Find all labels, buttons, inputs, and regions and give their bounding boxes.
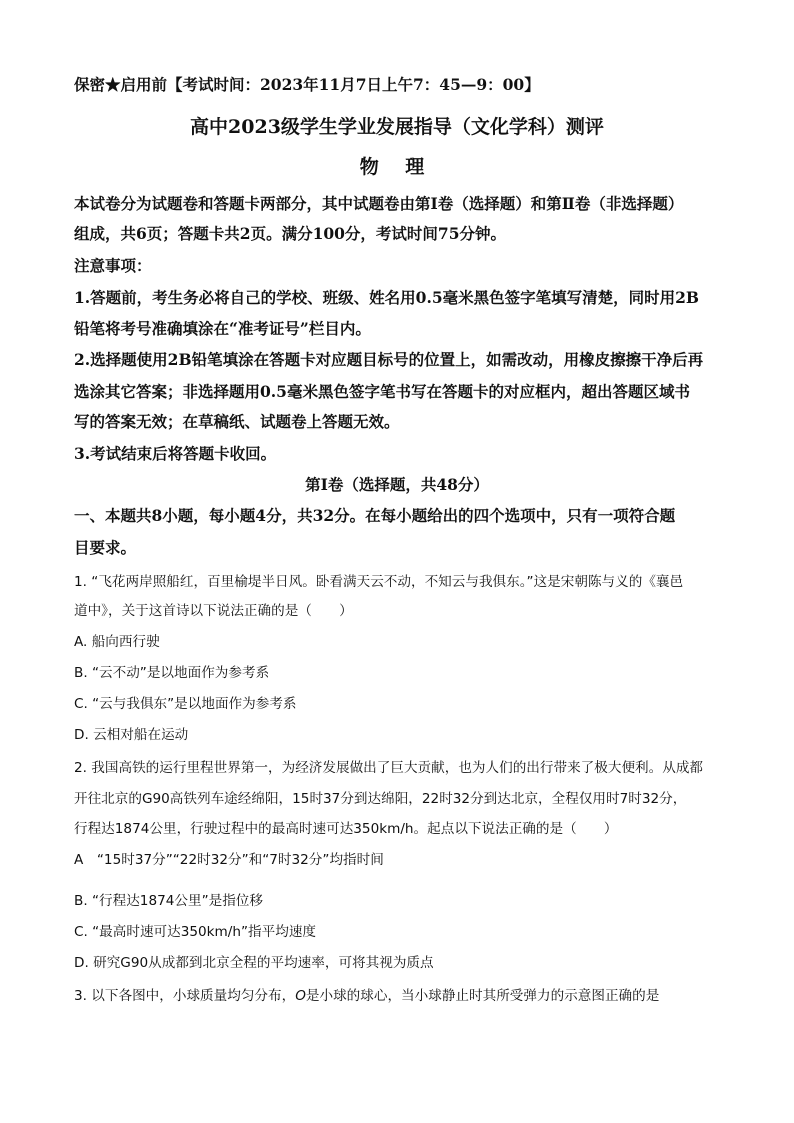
notes-heading: 注意事项： (74, 256, 152, 275)
question-2-option-d: D. 研究G90从成都到北京全程的平均速率，可将其视为质点 (74, 955, 434, 971)
section-instructions-cont: 目要求。 (74, 538, 137, 557)
note-2-cont: 写的答案无效；在草稿纸、试题卷上答题无效。 (74, 412, 400, 431)
section-instructions: 一、本题共8小题，每小题4分，共32分。在每小题给出的四个选项中，只有一项符合题 (74, 506, 676, 525)
question-1-option-d: D. 云相对船在运动 (74, 727, 189, 743)
question-1-stem-cont: 道中》，关于这首诗以下说法正确的是（ ） (74, 603, 353, 619)
question-1-option-a: A. 船向西行驶 (74, 634, 160, 650)
question-2-option-b: B. “行程达1874公里”是指位移 (74, 893, 263, 909)
note-1-cont: 铅笔将考号准确填涂在“准考证号”栏目内。 (74, 319, 371, 338)
question-1-option-b: B. “云不动”是以地面作为参考系 (74, 665, 270, 681)
note-2-cont: 选涂其它答案；非选择题用0.5毫米黑色签字笔书写在答题卡的对应框内，超出答题区域书 (74, 382, 690, 401)
question-3-stem (74, 984, 659, 1004)
note-2: 2.选择题使用2B铅笔填涂在答题卡对应题目标号的位置上，如需改动，用橡皮擦擦干净后再 (74, 350, 704, 369)
intro-line: 组成，共6页；答题卡共2页。满分100分，考试时间75分钟。 (74, 224, 506, 243)
intro-line: 本试卷分为试题卷和答题卡两部分，其中试题卷由第Ⅰ卷（选择题）和第Ⅱ卷（非选择题） (74, 194, 684, 213)
exam-title: 高中2023级学生学业发展指导（文化学科）测评 (190, 116, 604, 138)
question-3-stem-post: 是小球的球心，当小球静止时其所受弹力的示意图正确的是 (305, 988, 660, 1004)
question-2-option-a: A “15时37分”“22时32分”和“7时32分”均指时间 (74, 852, 384, 868)
subject-title: 物 理 (359, 156, 435, 178)
note-1: 1.答题前，考生务必将自己的学校、班级、姓名用0.5毫米黑色签字笔填写清楚，同时用2B (74, 288, 700, 307)
confidential-header: 保密★启用前【考试时间：2023年11月7日上午7：45—9：00】 (74, 75, 540, 94)
section-title: 第Ⅰ卷（选择题，共48分） (305, 475, 489, 494)
question-2-stem-cont: 行程达1874公里，行驶过程中的最高时速可达350km/h。起点以下说法正确的是（ ） (74, 821, 618, 837)
question-1-stem: 1. “飞花两岸照船红，百里榆堤半日风。卧看满天云不动，不知云与我俱东。”这是宋朝陈与义的《襄邑 (74, 574, 684, 590)
question-2-stem-cont: 开往北京的G90高铁列车途经绵阳，15时37分到达绵阳，22时32分到达北京，全程仅用时7时32分， (74, 791, 687, 807)
question-2-stem: 2. 我国高铁的运行里程世界第一，为经济发展做出了巨大贡献，也为人们的出行带来了极大便利。从成都 (74, 760, 704, 776)
question-3-stem-pre: 3. 以下各图中，小球质量均匀分布， (74, 988, 296, 1004)
question-2-option-c: C. “最高时速可达350km/h”指平均速度 (74, 924, 317, 940)
note-3: 3.考试结束后将答题卡收回。 (74, 444, 277, 463)
ball-center-symbol: O (295, 988, 306, 1004)
question-1-option-c: C. “云与我俱东”是以地面作为参考系 (74, 696, 297, 712)
